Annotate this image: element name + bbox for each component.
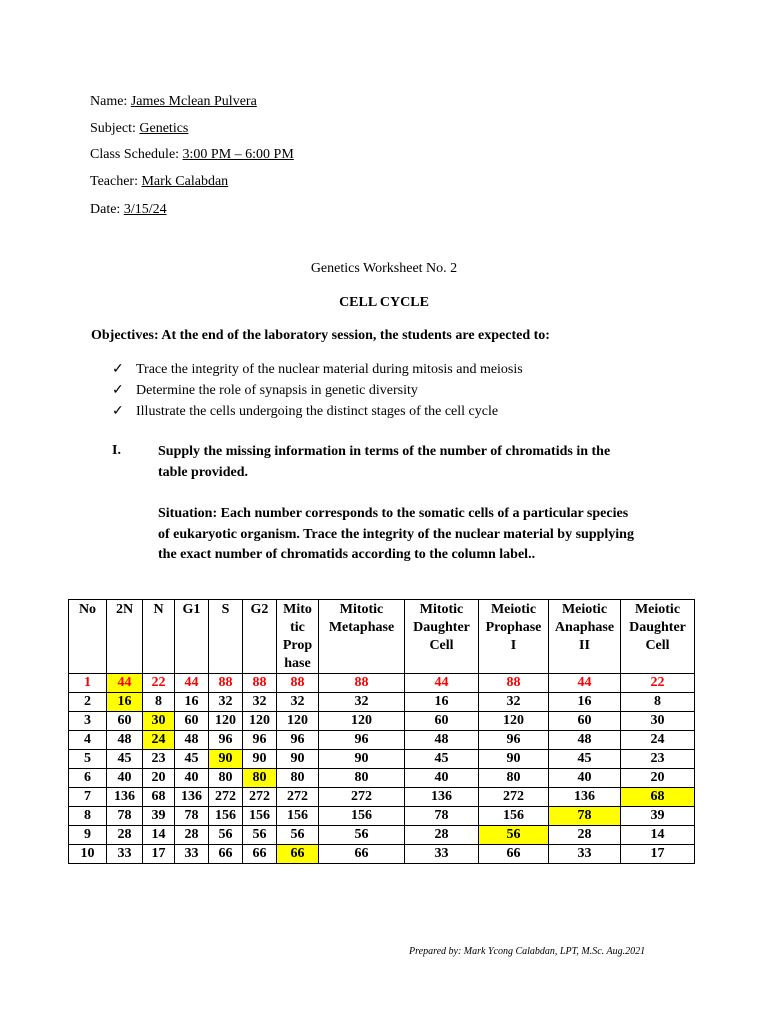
table-row: [69, 693, 695, 712]
date-value: 3/15/24: [123, 202, 167, 217]
column-header-line: Cell: [429, 638, 454, 653]
column-header-line: G1: [182, 602, 201, 617]
table-cell: 23: [621, 750, 695, 769]
table-cell: 22: [143, 674, 175, 693]
column-header-line: Meiotic: [561, 602, 608, 617]
column-header-line: II: [579, 638, 590, 653]
table-cell: 33: [175, 845, 209, 864]
table-cell: 90: [277, 750, 319, 769]
table-cell: 66: [277, 845, 319, 864]
name-value: James Mclean Pulvera: [130, 94, 257, 109]
table-cell: 60: [175, 712, 209, 731]
table-cell: 272: [209, 788, 243, 807]
table-cell: 24: [143, 731, 175, 750]
table-cell: 40: [549, 769, 621, 788]
table-cell: 30: [621, 712, 695, 731]
table-row: [69, 712, 695, 731]
check-icon: ✓: [112, 362, 124, 377]
table-cell: 28: [549, 826, 621, 845]
column-header-line: Meiotic: [634, 602, 681, 617]
table-cell: 22: [621, 674, 695, 693]
subject-value: Genetics: [139, 121, 189, 136]
table-cell: 40: [107, 769, 143, 788]
section-title: CELL CYCLE: [339, 295, 429, 310]
teacher-value: Mark Calabdan: [141, 174, 229, 189]
table-row: [69, 826, 695, 845]
table-cell: 45: [107, 750, 143, 769]
table-row: [69, 750, 695, 769]
column-header: [243, 600, 277, 674]
situation-line: Situation: Each number corresponds to the somatic cells of a particular species: [158, 506, 629, 521]
table-cell: 44: [405, 674, 479, 693]
table-cell: 32: [479, 693, 549, 712]
table-header-row: [69, 600, 695, 674]
table-body: [69, 674, 695, 864]
table-cell: 96: [277, 731, 319, 750]
table-cell: 156: [209, 807, 243, 826]
situation-paragraph: [158, 504, 688, 566]
table-cell: 14: [621, 826, 695, 845]
table-cell: 156: [277, 807, 319, 826]
column-header: [479, 600, 549, 674]
name-label: Name:: [90, 94, 128, 109]
column-header: [209, 600, 243, 674]
table-cell: 136: [175, 788, 209, 807]
table-cell: 45: [175, 750, 209, 769]
column-header: [405, 600, 479, 674]
column-header-line: Prophase: [485, 620, 542, 635]
chromatid-table: [68, 599, 695, 864]
schedule-value: 3:00 PM – 6:00 PM: [182, 147, 294, 162]
table-cell: 33: [405, 845, 479, 864]
table-cell: 56: [243, 826, 277, 845]
date-label: Date:: [90, 202, 121, 217]
table-cell: 136: [549, 788, 621, 807]
table-cell: 78: [549, 807, 621, 826]
subject-label: Subject:: [90, 121, 136, 136]
column-header-line: Meiotic: [490, 602, 537, 617]
objective-item: [112, 361, 523, 378]
table-cell: 56: [209, 826, 243, 845]
table-cell: 156: [319, 807, 405, 826]
table-cell: 80: [277, 769, 319, 788]
table-cell: 60: [549, 712, 621, 731]
table-cell: 44: [549, 674, 621, 693]
row-number-cell: 10: [69, 845, 107, 864]
column-header-line: Daughter: [413, 620, 470, 635]
column-header-line: 2N: [115, 602, 134, 617]
table-cell: 272: [479, 788, 549, 807]
table-cell: 96: [319, 731, 405, 750]
table-cell: 48: [405, 731, 479, 750]
column-header-line: Prop: [282, 638, 313, 653]
table-cell: 20: [143, 769, 175, 788]
column-header: [175, 600, 209, 674]
schedule-line: [90, 147, 294, 163]
table-row: [69, 769, 695, 788]
column-header: [319, 600, 405, 674]
instruction-line: table provided.: [158, 464, 248, 480]
table-cell: 96: [243, 731, 277, 750]
row-number-cell: 7: [69, 788, 107, 807]
column-header-line: Mitotic: [419, 602, 464, 617]
row-number-cell: 6: [69, 769, 107, 788]
table-cell: 48: [107, 731, 143, 750]
table-cell: 156: [479, 807, 549, 826]
objective-text: Illustrate the cells undergoing the distinct stages of the cell cycle: [136, 404, 499, 419]
table-cell: 120: [277, 712, 319, 731]
table-cell: 78: [107, 807, 143, 826]
column-header-line: Daughter: [629, 620, 686, 635]
table-cell: 45: [549, 750, 621, 769]
column-header: [107, 600, 143, 674]
row-number-cell: 8: [69, 807, 107, 826]
table-cell: 88: [243, 674, 277, 693]
column-header-line: G2: [250, 602, 269, 617]
objective-text: Trace the integrity of the nuclear material during mitosis and meiosis: [136, 362, 523, 377]
column-header-line: Cell: [645, 638, 670, 653]
table-cell: 68: [143, 788, 175, 807]
table-cell: 272: [319, 788, 405, 807]
table-cell: 56: [479, 826, 549, 845]
table-cell: 60: [107, 712, 143, 731]
column-header-line: Anaphase: [554, 620, 615, 635]
row-number-cell: 3: [69, 712, 107, 731]
row-number-cell: 1: [69, 674, 107, 693]
date-line: [90, 202, 167, 218]
table-cell: 136: [405, 788, 479, 807]
table-cell: 16: [549, 693, 621, 712]
check-icon: ✓: [112, 383, 124, 398]
table-cell: 20: [621, 769, 695, 788]
row-number-cell: 4: [69, 731, 107, 750]
column-header-line: S: [221, 602, 230, 617]
table-cell: 156: [243, 807, 277, 826]
table-cell: 28: [175, 826, 209, 845]
table-cell: 66: [319, 845, 405, 864]
situation-line: the exact number of chromatids according to the column label..: [158, 547, 536, 562]
table-cell: 90: [209, 750, 243, 769]
column-header-line: Mito: [283, 602, 312, 617]
table-cell: 32: [209, 693, 243, 712]
table-cell: 80: [243, 769, 277, 788]
column-header: [549, 600, 621, 674]
table-row: [69, 674, 695, 693]
table-row: [69, 731, 695, 750]
table-cell: 66: [243, 845, 277, 864]
table-cell: 80: [479, 769, 549, 788]
table-cell: 88: [277, 674, 319, 693]
objective-item: [112, 382, 418, 399]
table-cell: 80: [209, 769, 243, 788]
column-header: [277, 600, 319, 674]
table-cell: 120: [243, 712, 277, 731]
objective-item: [112, 403, 498, 420]
table-cell: 32: [277, 693, 319, 712]
table-cell: 90: [479, 750, 549, 769]
table-cell: 45: [405, 750, 479, 769]
table-cell: 120: [319, 712, 405, 731]
part-number: I.: [112, 443, 121, 458]
table-cell: 40: [405, 769, 479, 788]
column-header-line: hase: [284, 656, 311, 671]
table-cell: 48: [549, 731, 621, 750]
name-line: [90, 94, 257, 110]
table-cell: 39: [143, 807, 175, 826]
table-cell: 136: [107, 788, 143, 807]
table-cell: 30: [143, 712, 175, 731]
table-cell: 17: [143, 845, 175, 864]
instruction-line: Supply the missing information in terms of the number of chromatids in the: [158, 444, 611, 459]
table-cell: 90: [243, 750, 277, 769]
table-cell: 28: [107, 826, 143, 845]
situation-line: of eukaryotic organism. Trace the integrity of the nuclear material by supplying: [158, 526, 634, 542]
check-icon: ✓: [112, 404, 124, 419]
worksheet-title: Genetics Worksheet No. 2: [310, 261, 458, 276]
table-cell: 96: [209, 731, 243, 750]
table-row: [69, 807, 695, 826]
table-cell: 23: [143, 750, 175, 769]
subject-line: [90, 121, 188, 137]
row-number-cell: 2: [69, 693, 107, 712]
row-number-cell: 9: [69, 826, 107, 845]
table-cell: 40: [175, 769, 209, 788]
table-cell: 68: [621, 788, 695, 807]
table-cell: 17: [621, 845, 695, 864]
table-cell: 33: [549, 845, 621, 864]
table-cell: 90: [319, 750, 405, 769]
table-cell: 96: [479, 731, 549, 750]
table-cell: 32: [243, 693, 277, 712]
table-cell: 272: [243, 788, 277, 807]
table-cell: 44: [175, 674, 209, 693]
column-header-line: Mitotic: [339, 602, 384, 617]
part-instruction: [158, 442, 688, 483]
table-cell: 120: [479, 712, 549, 731]
table-cell: 8: [621, 693, 695, 712]
table-cell: 56: [319, 826, 405, 845]
column-header-line: tic: [290, 620, 305, 635]
schedule-label: Class Schedule:: [90, 147, 180, 162]
column-header-line: Metaphase: [328, 620, 395, 635]
table-cell: 60: [405, 712, 479, 731]
table-cell: 56: [277, 826, 319, 845]
teacher-line: [90, 174, 228, 190]
column-header-line: N: [153, 602, 164, 617]
row-number-cell: 5: [69, 750, 107, 769]
table-cell: 120: [209, 712, 243, 731]
table-cell: 78: [175, 807, 209, 826]
table-cell: 32: [319, 693, 405, 712]
table-cell: 88: [479, 674, 549, 693]
table-row: [69, 788, 695, 807]
table-cell: 88: [209, 674, 243, 693]
table-cell: 78: [405, 807, 479, 826]
column-header-line: I: [510, 638, 517, 653]
column-header: [143, 600, 175, 674]
objective-text: Determine the role of synapsis in genetic diversity: [136, 383, 418, 398]
table-row: [69, 845, 695, 864]
table-cell: 80: [319, 769, 405, 788]
table-cell: 39: [621, 807, 695, 826]
table-cell: 24: [621, 731, 695, 750]
table-cell: 66: [479, 845, 549, 864]
column-header: [621, 600, 695, 674]
table-cell: 16: [405, 693, 479, 712]
table-cell: 8: [143, 693, 175, 712]
table-cell: 44: [107, 674, 143, 693]
column-header: [69, 600, 107, 674]
table-cell: 16: [175, 693, 209, 712]
table-cell: 16: [107, 693, 143, 712]
table-cell: 33: [107, 845, 143, 864]
objectives-heading: Objectives: At the end of the laboratory session, the students are expected to:: [91, 328, 550, 343]
table-cell: 14: [143, 826, 175, 845]
table-cell: 88: [319, 674, 405, 693]
column-header-line: No: [78, 602, 97, 617]
footer-credit: Prepared by: Mark Ycong Calabdan, LPT, M.Sc. Aug.2021: [409, 946, 646, 957]
table-cell: 272: [277, 788, 319, 807]
teacher-label: Teacher:: [90, 174, 138, 189]
table-cell: 28: [405, 826, 479, 845]
table-cell: 66: [209, 845, 243, 864]
table-cell: 48: [175, 731, 209, 750]
